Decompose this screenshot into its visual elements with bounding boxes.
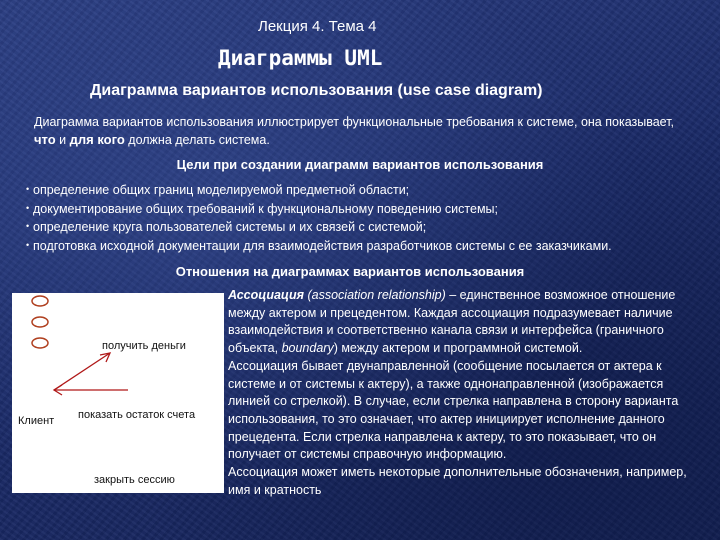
goals-heading: Цели при создании диаграмм вариантов использования bbox=[176, 157, 544, 172]
bullet-icon: • bbox=[26, 221, 30, 231]
goals-list bbox=[26, 181, 706, 255]
intro-paragraph bbox=[34, 113, 684, 149]
page-title: Диаграмма вариантов использования (use case diagram) bbox=[90, 82, 543, 99]
actor-label: Клиент bbox=[18, 415, 55, 427]
association-paragraph bbox=[228, 287, 704, 358]
list-item bbox=[26, 218, 706, 237]
intro-for-whom: для кого bbox=[69, 132, 125, 147]
use-case-label: закрыть сессию bbox=[94, 474, 175, 486]
relations-heading: Отношения на диаграммах вариантов использования bbox=[175, 264, 525, 279]
intro-text-end: должна делать система. bbox=[128, 133, 270, 147]
list-item bbox=[26, 181, 706, 200]
association-term: Ассоциация bbox=[228, 288, 304, 302]
use-case-oval-icon bbox=[32, 296, 48, 306]
association-description bbox=[228, 287, 704, 499]
bullet-icon: • bbox=[26, 239, 30, 250]
intro-text-start: Диаграмма вариантов использования иллюстрирует функциональные требования к системе, она показывает, bbox=[34, 115, 675, 129]
use-case-label: получить деньги bbox=[102, 340, 186, 352]
association-text: – единственное возможное отношение между актером и прецедентом. Каждая ассоциация подразумевает наличие взаимодействия и соответственно канала связи и интерфейса (граничного объекта, bbox=[228, 288, 676, 356]
goal-text: подготовка исходной документации для взаимодействия разработчиков системы с ее заказчиками. bbox=[33, 238, 612, 253]
diagram-canvas bbox=[12, 293, 224, 493]
association-paragraph: Ассоциация бывает двунаправленной (сообщение посылается от актера к системе и от системы к актеру), а также однонаправленной (изображается линией со стрелкой). В случае, если стрелка направлена в сторону варианта использования, то это означает, что актер инициирует исполнение данного прецедента. Если стрелка направлена к актеру, то это показывает, что он получает от системы справочную информацию. bbox=[228, 358, 679, 462]
use-case-label: показать остаток счета bbox=[78, 409, 196, 421]
intro-what: что bbox=[34, 132, 56, 147]
boundary-term: boundary bbox=[281, 341, 334, 356]
goal-text: определение общих границ моделируемой предметной области; bbox=[33, 183, 410, 197]
lecture-number: Лекция 4. Тема 4 bbox=[258, 18, 377, 35]
use-case-oval-icon bbox=[32, 338, 48, 348]
bullet-icon: • bbox=[26, 184, 30, 194]
goal-text: определение круга пользователей системы и их связей с системой; bbox=[33, 220, 427, 234]
list-item bbox=[26, 200, 706, 219]
bullet-icon: • bbox=[26, 202, 30, 213]
use-case-diagram bbox=[12, 293, 224, 493]
list-item bbox=[26, 237, 706, 256]
intro-and: и bbox=[59, 133, 67, 147]
page-topic: Диаграммы UML bbox=[218, 46, 383, 70]
association-paragraph: Ассоциация может иметь некоторые дополнительные обозначения, например, имя и кратность bbox=[228, 465, 687, 497]
goal-text: документирование общих требований к функциональному поведению системы; bbox=[33, 201, 499, 216]
association-term-en: (association relationship) bbox=[307, 288, 446, 302]
association-line bbox=[54, 353, 110, 390]
use-case-oval-icon bbox=[32, 317, 48, 327]
association-text-end: ) между актером и программной системой. bbox=[333, 341, 583, 356]
